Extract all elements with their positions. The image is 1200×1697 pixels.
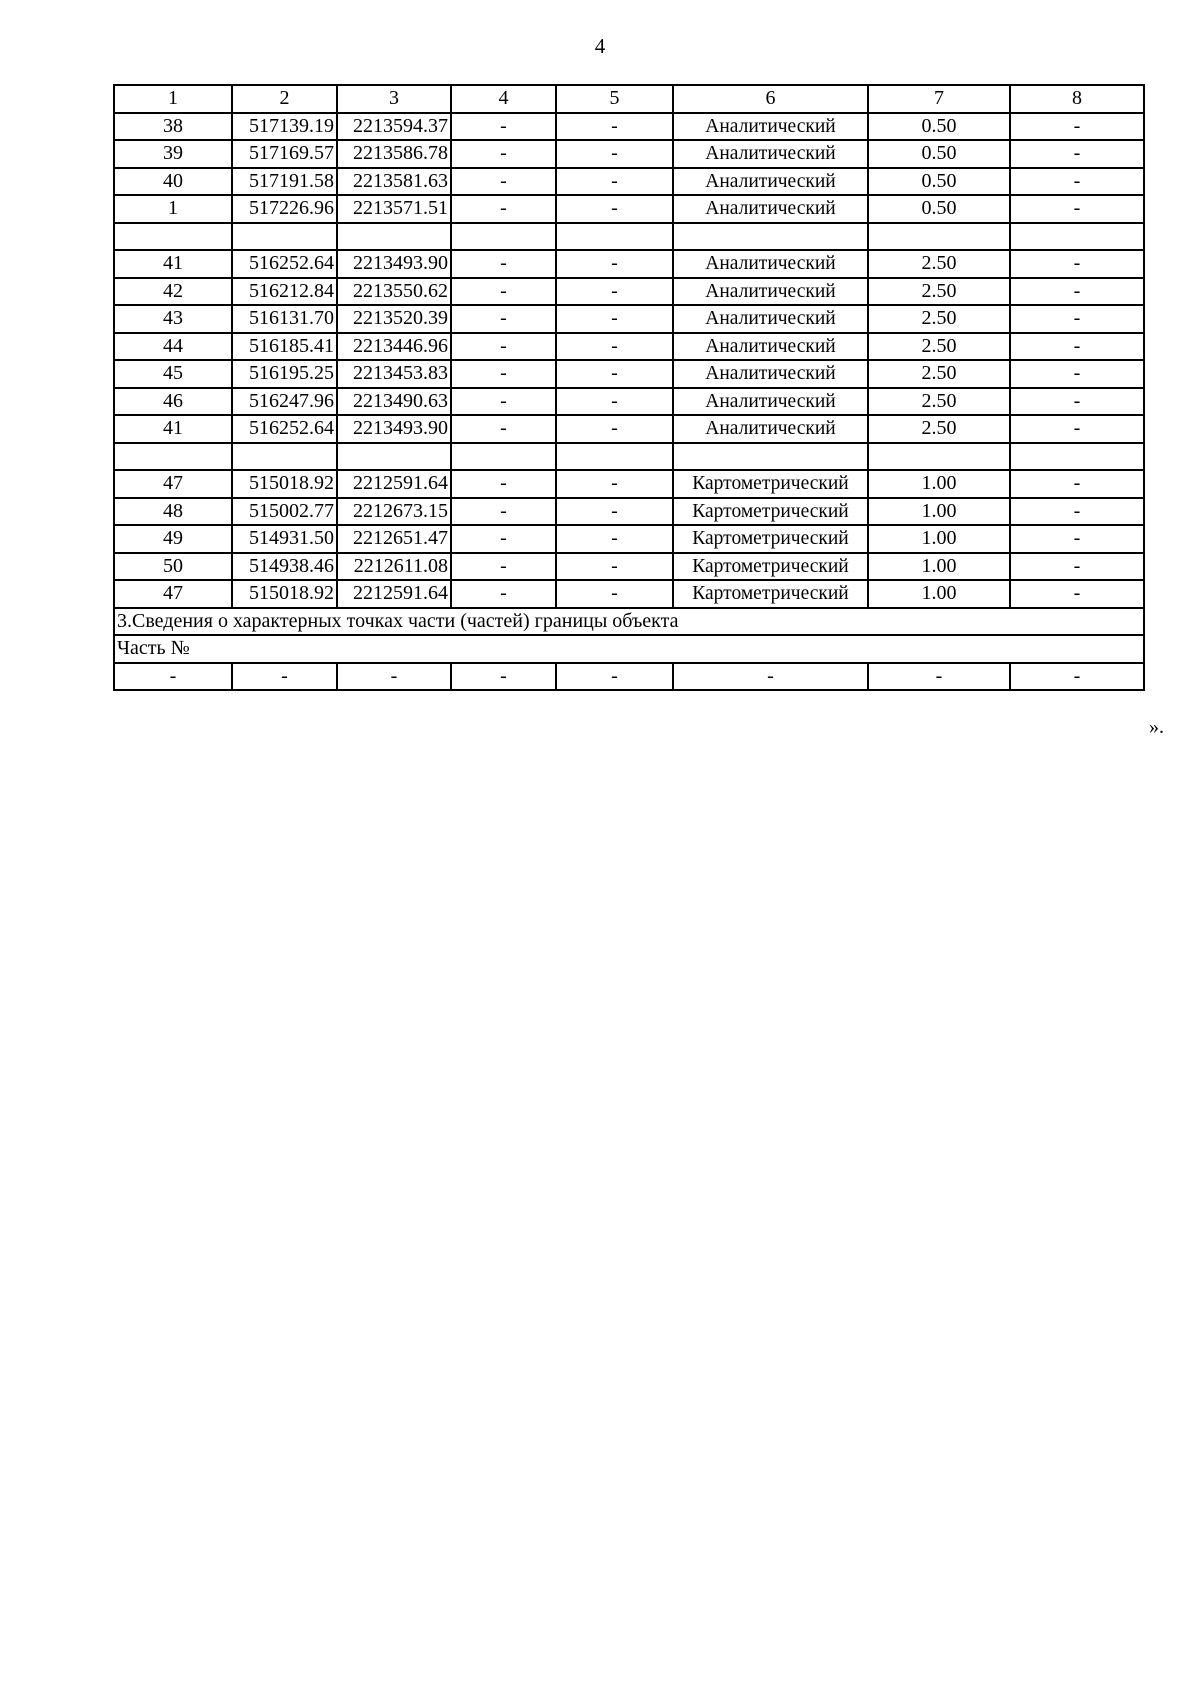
table-cell: Аналитический	[673, 415, 868, 443]
table-row	[114, 113, 1144, 141]
table-cell: -	[1010, 113, 1144, 141]
table-cell: 1.00	[868, 580, 1010, 608]
table-cell: 44	[114, 333, 232, 361]
table-cell: 517226.96	[232, 195, 337, 223]
table-row	[114, 278, 1144, 306]
table-cell: -	[556, 168, 673, 196]
table-cell: Картометрический	[673, 470, 868, 498]
final-cell: -	[114, 663, 232, 691]
table-cell: 42	[114, 278, 232, 306]
blank-cell	[1010, 223, 1144, 251]
table-cell: 2213550.62	[337, 278, 451, 306]
table-row	[114, 195, 1144, 223]
final-cell: -	[232, 663, 337, 691]
part-label: Часть №	[114, 635, 1144, 663]
table-cell: 48	[114, 498, 232, 526]
table-cell: -	[451, 580, 556, 608]
table-cell: 2213581.63	[337, 168, 451, 196]
table-cell: 2.50	[868, 415, 1010, 443]
table-cell: -	[556, 333, 673, 361]
table-cell: 0.50	[868, 195, 1010, 223]
table-cell: -	[556, 113, 673, 141]
table-cell: Аналитический	[673, 305, 868, 333]
table-cell: -	[1010, 333, 1144, 361]
table-cell: -	[1010, 305, 1144, 333]
table-cell: 43	[114, 305, 232, 333]
table-row	[114, 525, 1144, 553]
table-cell: 516185.41	[232, 333, 337, 361]
table-cell: 515002.77	[232, 498, 337, 526]
table-cell: -	[451, 195, 556, 223]
table-cell: 41	[114, 250, 232, 278]
blank-cell	[1010, 443, 1144, 471]
table-cell: 2.50	[868, 278, 1010, 306]
table-cell: 1	[114, 195, 232, 223]
table-cell: 2.50	[868, 333, 1010, 361]
table-cell: -	[451, 415, 556, 443]
table-cell: -	[1010, 278, 1144, 306]
table-cell: 516252.64	[232, 415, 337, 443]
table-cell: Аналитический	[673, 250, 868, 278]
table-cell: -	[1010, 415, 1144, 443]
table-row	[114, 470, 1144, 498]
table-cell: 45	[114, 360, 232, 388]
table-cell: 50	[114, 553, 232, 581]
table-cell: 515018.92	[232, 470, 337, 498]
table-cell: 514938.46	[232, 553, 337, 581]
table-cell: 517191.58	[232, 168, 337, 196]
table-cell: 2.50	[868, 360, 1010, 388]
table-cell: 38	[114, 113, 232, 141]
blank-cell	[114, 223, 232, 251]
table-cell: 40	[114, 168, 232, 196]
final-cell: -	[673, 663, 868, 691]
final-cell: -	[1010, 663, 1144, 691]
table-cell: -	[451, 553, 556, 581]
table-cell: -	[1010, 195, 1144, 223]
table-row	[114, 333, 1144, 361]
final-row	[114, 663, 1144, 691]
table-row	[114, 580, 1144, 608]
table-cell: 39	[114, 140, 232, 168]
table-cell: 2213493.90	[337, 415, 451, 443]
table-cell: 2213520.39	[337, 305, 451, 333]
table-row	[114, 415, 1144, 443]
table-cell: 47	[114, 580, 232, 608]
table-cell: -	[1010, 140, 1144, 168]
blank-cell	[673, 223, 868, 251]
blank-cell	[868, 223, 1010, 251]
final-cell: -	[451, 663, 556, 691]
table-cell: 1.00	[868, 553, 1010, 581]
table-cell: -	[556, 388, 673, 416]
table-cell: -	[556, 525, 673, 553]
table-cell: 49	[114, 525, 232, 553]
section-title-row	[114, 608, 1144, 636]
header-row	[114, 85, 1144, 113]
table-cell: 2212673.15	[337, 498, 451, 526]
table-cell: -	[1010, 580, 1144, 608]
table-cell: -	[1010, 470, 1144, 498]
header-cell: 4	[451, 85, 556, 113]
table-cell: 514931.50	[232, 525, 337, 553]
table-cell: Аналитический	[673, 360, 868, 388]
table-cell: -	[451, 140, 556, 168]
blank-cell	[337, 443, 451, 471]
table-cell: 2212651.47	[337, 525, 451, 553]
table-cell: 2.50	[868, 388, 1010, 416]
table-cell: -	[556, 580, 673, 608]
table-cell: Картометрический	[673, 553, 868, 581]
table-cell: 2212591.64	[337, 470, 451, 498]
blank-cell	[556, 443, 673, 471]
table-cell: 516131.70	[232, 305, 337, 333]
table-cell: 2212611.08	[337, 553, 451, 581]
table-cell: -	[1010, 525, 1144, 553]
closing-quote: ».	[1149, 716, 1164, 738]
table-cell: -	[556, 498, 673, 526]
table-cell: 516195.25	[232, 360, 337, 388]
table-cell: Аналитический	[673, 113, 868, 141]
table-cell: 2213446.96	[337, 333, 451, 361]
table-cell: -	[556, 305, 673, 333]
blank-cell	[868, 443, 1010, 471]
table-cell: -	[556, 195, 673, 223]
table-cell: -	[556, 140, 673, 168]
part-label-row	[114, 635, 1144, 663]
table-cell: 1.00	[868, 525, 1010, 553]
table-cell: -	[451, 525, 556, 553]
table-cell: 2213586.78	[337, 140, 451, 168]
header-cell: 7	[868, 85, 1010, 113]
table-row	[114, 553, 1144, 581]
table-cell: Аналитический	[673, 140, 868, 168]
blank-cell	[451, 223, 556, 251]
blank-cell	[232, 223, 337, 251]
header-cell: 6	[673, 85, 868, 113]
table-cell: 2.50	[868, 305, 1010, 333]
blank-row	[114, 443, 1144, 471]
table-cell: -	[1010, 498, 1144, 526]
table-cell: 516212.84	[232, 278, 337, 306]
table-cell: 1.00	[868, 470, 1010, 498]
table-cell: -	[451, 360, 556, 388]
table-cell: Аналитический	[673, 195, 868, 223]
table-row	[114, 140, 1144, 168]
final-cell: -	[337, 663, 451, 691]
table-cell: -	[451, 168, 556, 196]
header-cell: 8	[1010, 85, 1144, 113]
table-cell: Аналитический	[673, 388, 868, 416]
table-cell: -	[451, 250, 556, 278]
page-number: 4	[594, 34, 606, 58]
table-cell: 0.50	[868, 113, 1010, 141]
table-cell: -	[451, 470, 556, 498]
table-cell: 1.00	[868, 498, 1010, 526]
table-cell: -	[556, 360, 673, 388]
header-cell: 3	[337, 85, 451, 113]
table-cell: 0.50	[868, 140, 1010, 168]
table-row	[114, 305, 1144, 333]
blank-cell	[673, 443, 868, 471]
table-cell: 2212591.64	[337, 580, 451, 608]
table-row	[114, 250, 1144, 278]
table-cell: -	[1010, 360, 1144, 388]
table-cell: 517169.57	[232, 140, 337, 168]
table-cell: 2213490.63	[337, 388, 451, 416]
table-cell: -	[451, 305, 556, 333]
section-title: 3.Сведения о характерных точках части (частей) границы объекта	[114, 608, 1144, 636]
table-cell: -	[1010, 250, 1144, 278]
final-cell: -	[868, 663, 1010, 691]
table-cell: -	[1010, 168, 1144, 196]
coordinates-table	[113, 84, 1145, 691]
header-cell: 1	[114, 85, 232, 113]
table-cell: Картометрический	[673, 580, 868, 608]
table-cell: -	[556, 250, 673, 278]
table-row	[114, 388, 1144, 416]
table-cell: -	[556, 278, 673, 306]
table-cell: 41	[114, 415, 232, 443]
table-cell: 515018.92	[232, 580, 337, 608]
table-cell: 517139.19	[232, 113, 337, 141]
blank-cell	[451, 443, 556, 471]
blank-row	[114, 223, 1144, 251]
table-cell: -	[451, 333, 556, 361]
table-cell: -	[451, 278, 556, 306]
header-cell: 2	[232, 85, 337, 113]
table-cell: -	[556, 553, 673, 581]
blank-cell	[232, 443, 337, 471]
table-cell: Картометрический	[673, 498, 868, 526]
table-cell: -	[1010, 388, 1144, 416]
table-cell: 46	[114, 388, 232, 416]
table-cell: Аналитический	[673, 278, 868, 306]
table-cell: -	[556, 470, 673, 498]
table-cell: Аналитический	[673, 333, 868, 361]
table-cell: 2.50	[868, 250, 1010, 278]
table-cell: 2213571.51	[337, 195, 451, 223]
table-row	[114, 498, 1144, 526]
header-cell: 5	[556, 85, 673, 113]
table-cell: 47	[114, 470, 232, 498]
table-cell: -	[451, 113, 556, 141]
table-cell: 2213493.90	[337, 250, 451, 278]
table-cell: 516252.64	[232, 250, 337, 278]
table-cell: Картометрический	[673, 525, 868, 553]
table-cell: 2213594.37	[337, 113, 451, 141]
blank-cell	[337, 223, 451, 251]
table-cell: Аналитический	[673, 168, 868, 196]
final-cell: -	[556, 663, 673, 691]
table-cell: -	[1010, 553, 1144, 581]
table-cell: 2213453.83	[337, 360, 451, 388]
table-cell: -	[556, 415, 673, 443]
table-cell: 516247.96	[232, 388, 337, 416]
table-cell: -	[451, 498, 556, 526]
blank-cell	[114, 443, 232, 471]
table-row	[114, 360, 1144, 388]
table-cell: -	[451, 388, 556, 416]
blank-cell	[556, 223, 673, 251]
table-cell: 0.50	[868, 168, 1010, 196]
table-row	[114, 168, 1144, 196]
